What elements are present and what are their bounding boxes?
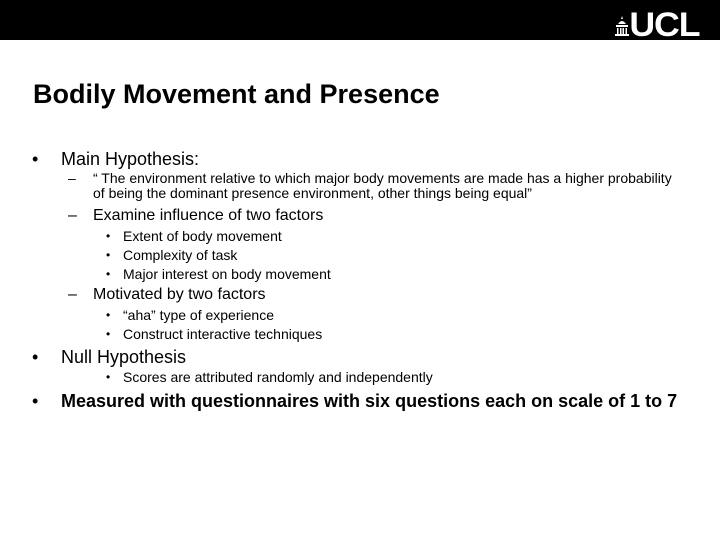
list-item	[106, 266, 331, 282]
bullet-marker: •	[106, 308, 111, 322]
list-item-text: “aha” type of experience	[123, 307, 274, 323]
bullet-null-hypothesis	[32, 347, 186, 367]
slide-title: Bodily Movement and Presence	[33, 79, 440, 109]
list-item-text: Construct interactive techniques	[123, 326, 323, 342]
list-item	[106, 369, 433, 385]
bullet-measured	[32, 391, 692, 411]
dash-marker: –	[68, 207, 77, 224]
dash-marker: –	[68, 170, 76, 186]
bullet-marker: •	[106, 370, 111, 384]
sub-bullet-examine	[68, 207, 323, 225]
list-item-text: Complexity of task	[123, 247, 238, 263]
portico-icon	[615, 16, 629, 36]
logo-text: UCL	[629, 6, 700, 44]
bullet-marker: •	[106, 229, 111, 243]
bullet-marker: •	[106, 327, 111, 341]
bullet-text: Main Hypothesis:	[61, 149, 200, 169]
list-item	[106, 247, 237, 263]
list-item	[106, 228, 282, 244]
list-item-text: Extent of body movement	[123, 228, 282, 244]
list-item	[106, 326, 322, 342]
list-item	[106, 307, 274, 323]
dash-marker: –	[68, 286, 77, 303]
sub-bullet-quote	[68, 171, 688, 201]
sub-bullet-text: Motivated by two factors	[93, 286, 266, 303]
list-item-text: Scores are attributed randomly and independently	[123, 369, 433, 385]
sub-bullet-text: “ The environment relative to which major body movements are made has a higher probability of being the dominant presence environment, other things being equal”	[93, 170, 672, 201]
bullet-text: Measured with questionnaires with six questions each on scale of 1 to 7	[61, 391, 678, 411]
bullet-text: Null Hypothesis	[61, 347, 187, 367]
bullet-marker: •	[32, 149, 39, 169]
bullet-marker: •	[106, 248, 111, 262]
sub-bullet-text: Examine influence of two factors	[93, 207, 324, 224]
bullet-marker: •	[32, 347, 39, 367]
ucl-logo	[615, 6, 700, 44]
bullet-main-hypothesis	[32, 149, 199, 169]
bullet-marker: •	[106, 267, 111, 281]
header-bar	[0, 0, 720, 44]
sub-bullet-motivated	[68, 286, 266, 304]
list-item-text: Major interest on body movement	[123, 266, 331, 282]
bullet-marker: •	[32, 391, 39, 411]
